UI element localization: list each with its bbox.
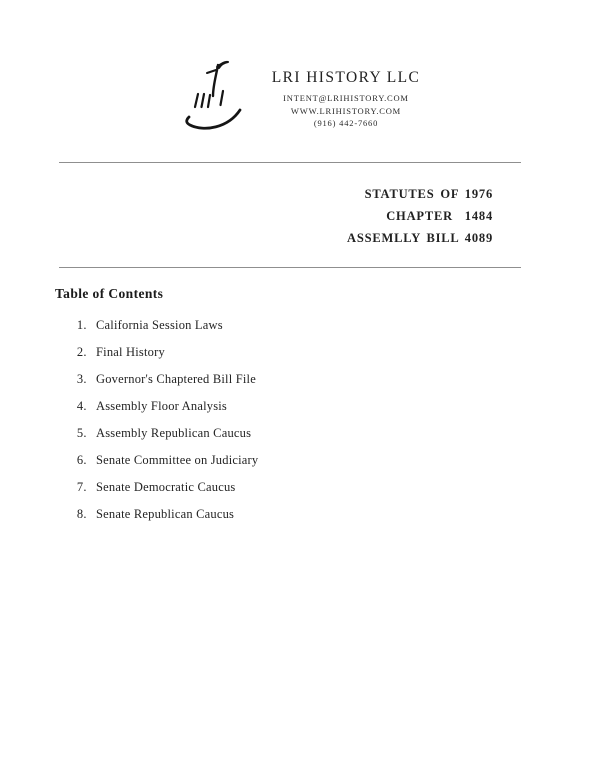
toc-item: 7. Senate Democratic Caucus: [90, 480, 600, 495]
toc-list: [55, 318, 600, 522]
statutes-line: STATUTES OF 1976: [364, 187, 493, 201]
toc-item: 2. Final History: [90, 345, 600, 360]
toc-item: 3. Governor's Chaptered Bill File: [90, 372, 600, 387]
toc-item: 8. Senate Republican Caucus: [90, 507, 600, 522]
chapter-line: CHAPTER 1484: [386, 209, 493, 223]
company-website: WWW.LRIHISTORY.COM: [290, 105, 402, 116]
table-of-contents: [0, 268, 600, 522]
company-block: [272, 67, 420, 129]
calligraphic-logo-icon: [180, 58, 250, 138]
toc-item: 6. Senate Committee on Judiciary: [90, 453, 600, 468]
toc-item: 4. Assembly Floor Analysis: [90, 399, 600, 414]
assembly-bill-line: ASSEMLLY BILL 4089: [347, 231, 493, 245]
company-email: INTENT@LRIHISTORY.COM: [283, 93, 409, 104]
toc-title: Table of Contents: [55, 286, 164, 301]
letterhead: [0, 0, 600, 138]
company-name: LRI HISTORY LLC: [271, 68, 421, 86]
toc-item: 5. Assembly Republican Caucus: [90, 426, 600, 441]
company-phone: (916) 442-7660: [313, 117, 379, 128]
statute-reference-block: [0, 163, 600, 249]
toc-item: 1. California Session Laws: [90, 318, 600, 333]
